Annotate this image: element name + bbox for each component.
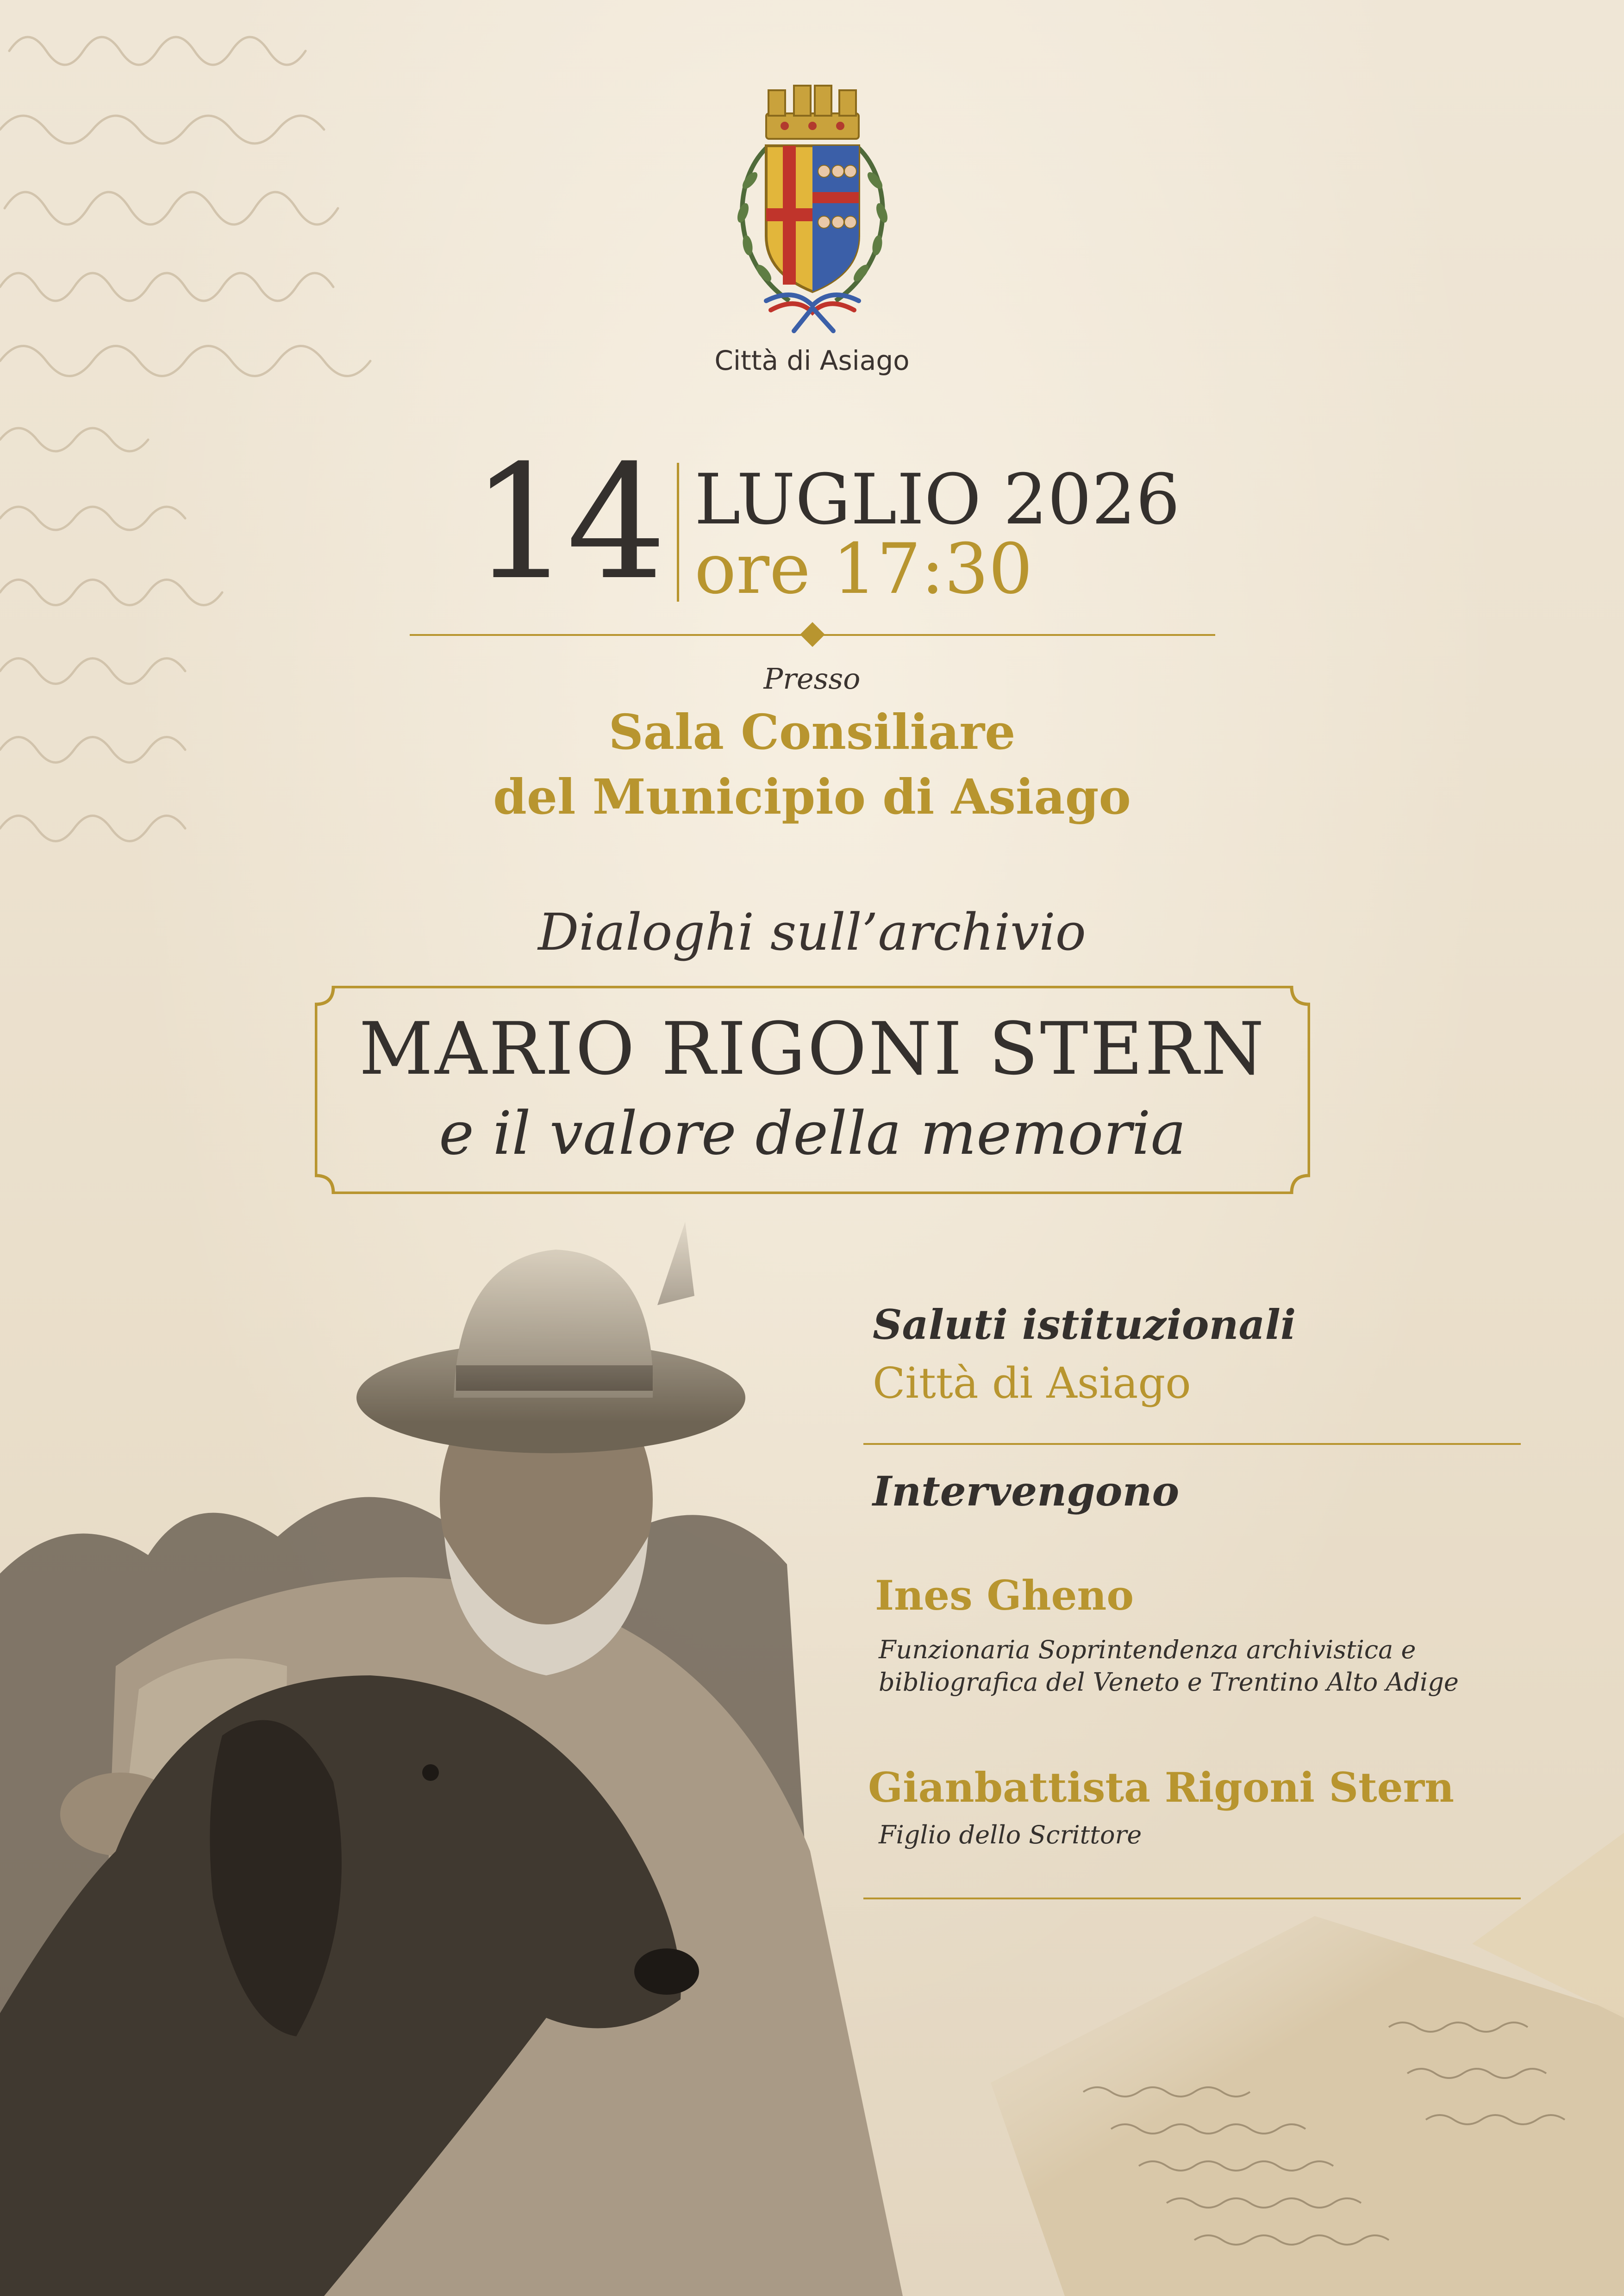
event-day: 14 — [471, 431, 662, 615]
venue-intro: Presso — [763, 662, 861, 696]
speaker-role-line: Funzionaria Soprintendenza archivistica e — [879, 1635, 1416, 1664]
city-name: Città di Asiago — [714, 345, 910, 376]
series-title: Dialoghi sull’archivio — [538, 902, 1086, 962]
venue-line-2: del Municipio di Asiago — [493, 768, 1131, 825]
diamond-ornament-icon — [800, 622, 825, 647]
handwritten-script-background — [0, 0, 463, 902]
greetings-value: Città di Asiago — [873, 1358, 1191, 1408]
speaker-role — [879, 1634, 1573, 1699]
speaker-role-line: bibliografica del Veneto e Trentino Alto Adige — [879, 1668, 1459, 1697]
speaker-name: Ines Gheno — [875, 1571, 1134, 1619]
venue-line-1: Sala Consiliare — [608, 703, 1016, 760]
event-month-year: LUGLIO 2026 — [694, 460, 1180, 540]
speaker-role — [879, 1819, 1573, 1851]
speaker-role-line: Figlio dello Scrittore — [879, 1820, 1142, 1849]
main-subtitle: e il valore della memoria — [439, 1099, 1186, 1168]
greetings-label: Saluti istituzionali — [873, 1300, 1296, 1349]
speakers-label: Intervengono — [873, 1467, 1180, 1515]
main-title: MARIO RIGONI STERN — [359, 1007, 1266, 1091]
crown-icon — [766, 86, 859, 139]
open-notebook-image — [991, 1796, 1624, 2296]
program-divider-2 — [863, 1898, 1521, 1899]
speaker-name: Gianbattista Rigoni Stern — [868, 1763, 1455, 1811]
date-separator — [677, 463, 679, 602]
program-divider-1 — [863, 1443, 1521, 1445]
asiago-coat-of-arms-icon — [715, 69, 910, 338]
event-time: ore 17:30 — [694, 529, 1033, 610]
